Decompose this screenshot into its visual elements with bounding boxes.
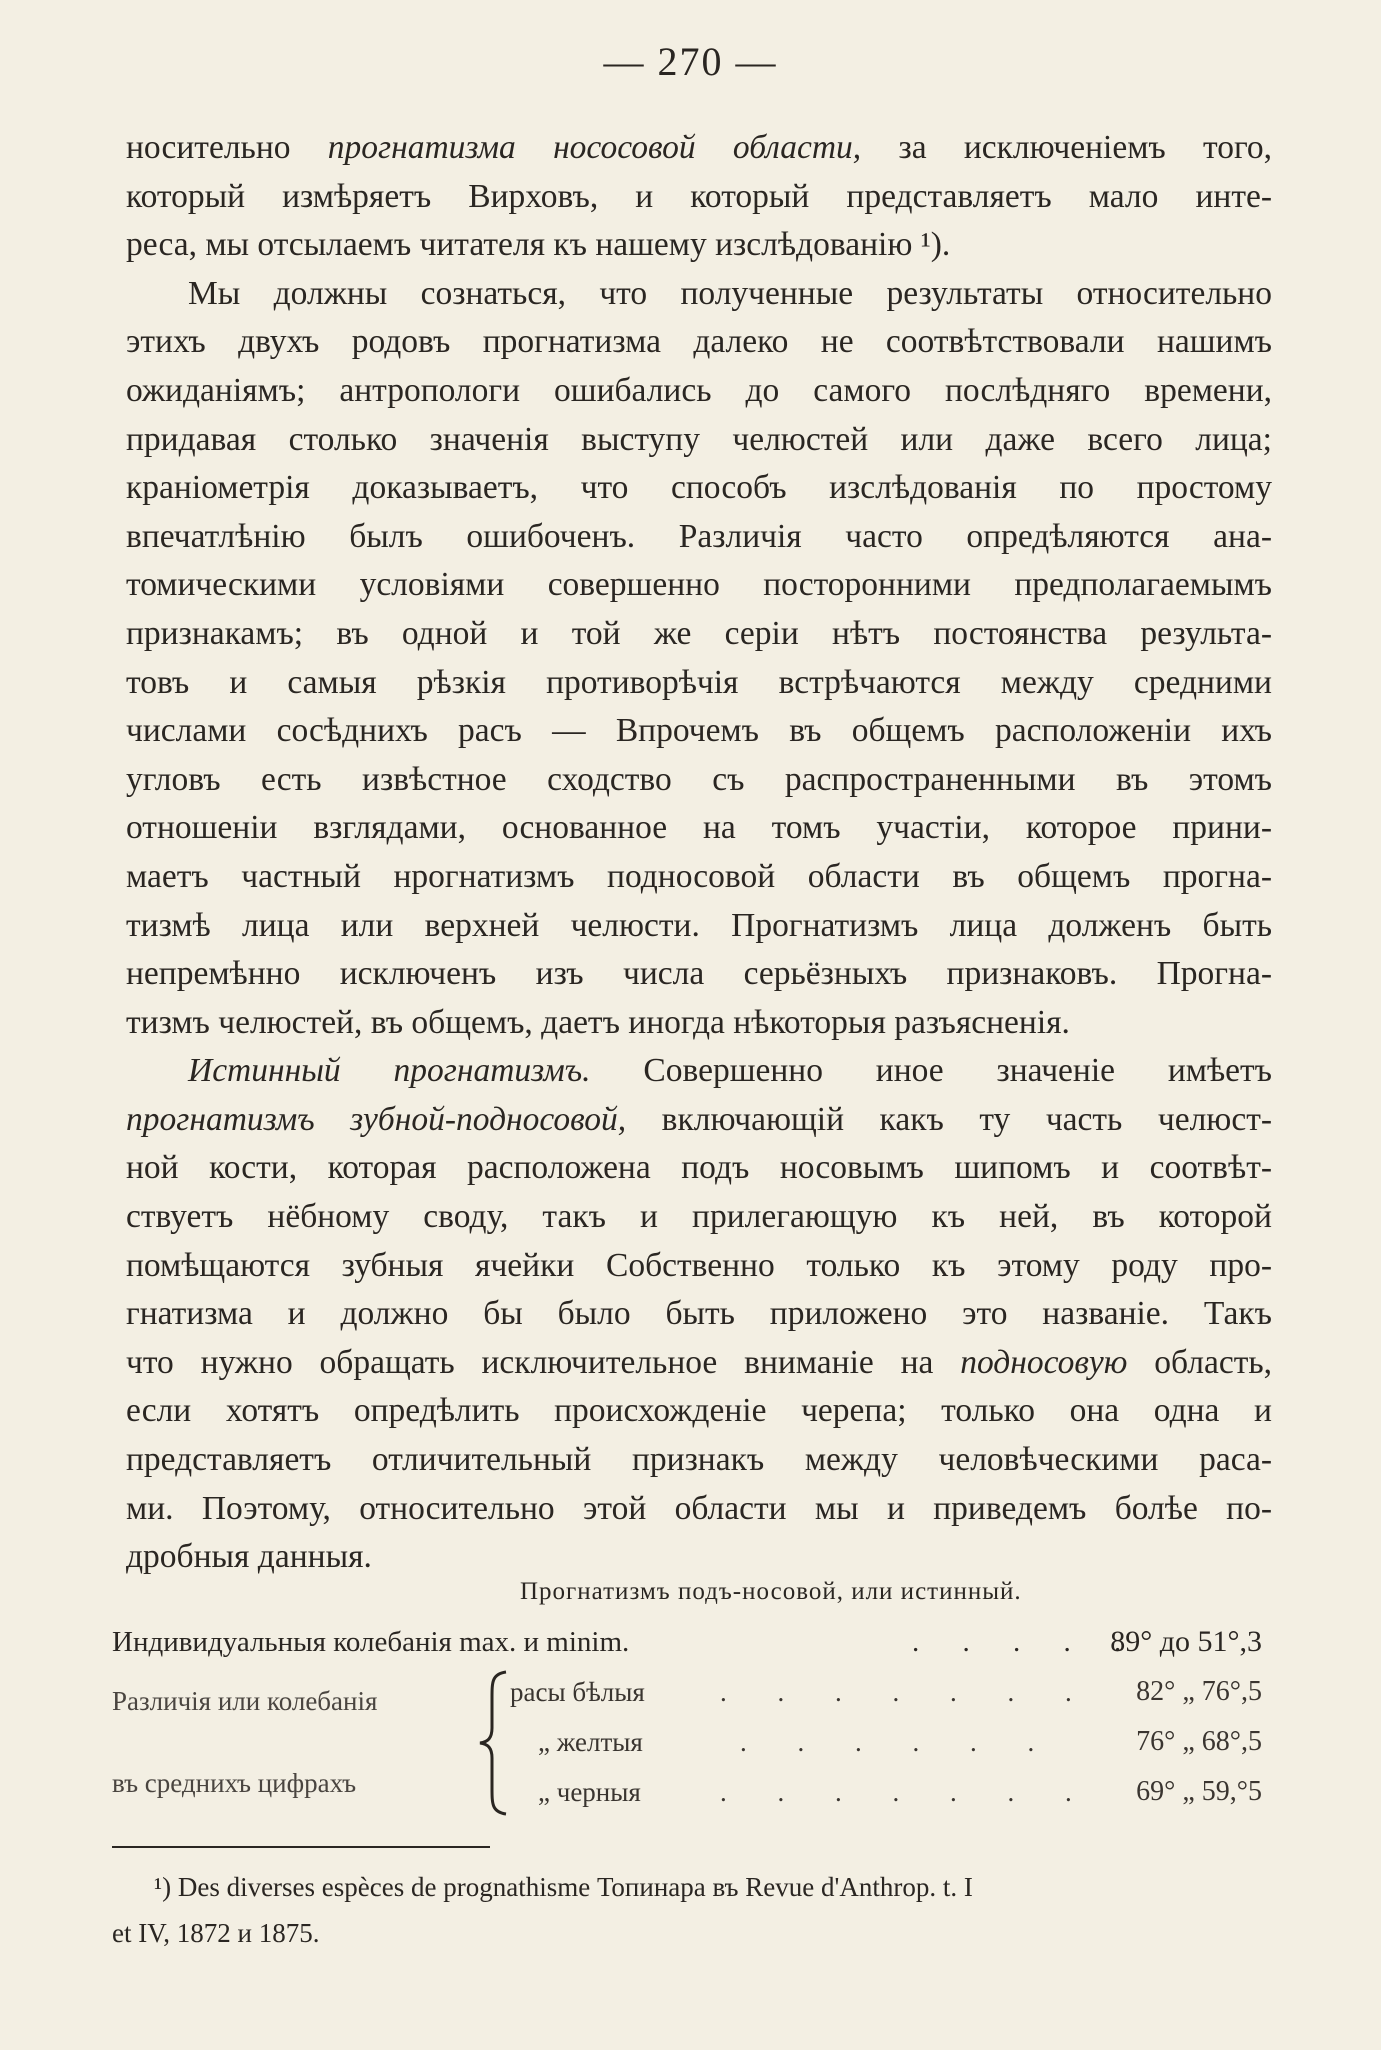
text-line: тизмъ челюстей, въ общемъ, даетъ иногда нѣкоторыя разъясненія.: [126, 1003, 1070, 1041]
table-caption: Прогнатизмъ подъ-носовой, или истинный.: [520, 1578, 1022, 1605]
page-number: — 270 —: [603, 39, 778, 84]
text-line: ожиданіямъ; антропологи ошибались до самого послѣдняго времени,: [126, 371, 1272, 409]
text-line: гнатизма и должно бы было быть приложено это названіе. Такъ: [126, 1295, 1272, 1333]
text-line: этихъ двухъ родовъ прогнатизма далеко не соотвѣтствовали нашимъ: [126, 323, 1272, 361]
text-line: непремѣнно исключенъ изъ числа серьёзныхъ признаковъ. Прогна-: [126, 955, 1272, 993]
text-line: носительно прогнатизма нососовой области, за исключеніемъ того,: [126, 129, 1272, 166]
table-row: „ желтыя . . . . . . 76° „ 68°,5: [538, 1726, 1262, 1757]
text-line: ствуетъ нёбному своду, такъ и прилегающую къ ней, въ которой: [126, 1198, 1272, 1236]
text-line: краніометрія доказываетъ, что способъ изслѣдованія по простому: [126, 469, 1272, 507]
row-label: Индивидуальныя колебанія max. и minim.: [112, 1626, 630, 1658]
group-label: Различія или колебанія: [112, 1686, 378, 1716]
table-row-individual: [112, 1620, 1262, 1664]
section-heading: Истинный прогнатизмъ.: [188, 1052, 591, 1090]
table-row: расы бѣлыя . . . . . . . 82° „ 76°,5: [510, 1676, 1262, 1707]
text-line: реса, мы отсылаемъ читателя къ нашему изслѣдованію ¹).: [126, 226, 951, 264]
text-line: тизмѣ лица или верхней челюсти. Прогнатизмъ лица долженъ быть: [126, 906, 1272, 944]
text-line: если хотятъ опредѣлить происхожденіе черепа; только она одна и: [126, 1392, 1272, 1430]
text-line: представляетъ отличительный признакъ между человѣческими раса-: [126, 1441, 1272, 1479]
text-line: помѣщаются зубныя ячейки Собственно только къ этому роду про-: [126, 1246, 1272, 1284]
curly-brace-icon: [476, 1668, 510, 1818]
text-line: признакамъ; въ одной и той же серіи нѣтъ постоянства результа-: [126, 614, 1272, 652]
text-line: который измѣряетъ Вирховъ, и который представляетъ мало инте-: [126, 177, 1272, 215]
text-line: прогнатизмъ зубной-подносовой, включающій какъ ту часть челюст-: [126, 1100, 1272, 1138]
text-line: Мы должны сознаться, что полученные результаты относительно: [188, 274, 1272, 312]
footnote-line: ¹) Des diverses espèces de prognathisme Топинара въ Revue d'Anthrop. t. I: [154, 1872, 973, 1902]
text-line: ми. Поэтому, относительно этой области мы и приведемъ болѣе по-: [126, 1489, 1272, 1527]
table-row: „ черныя . . . . . . . 69° „ 59,°5: [538, 1776, 1262, 1807]
footnote-line: et IV, 1872 и 1875.: [112, 1918, 320, 1948]
body-text: [126, 124, 1272, 1582]
text-line: что нужно обращать исключительное вниманіе на подносовую область,: [126, 1343, 1272, 1381]
text-line: дробныя данныя.: [126, 1538, 372, 1576]
text-line: ной кости, которая расположена подъ носовымъ шипомъ и соотвѣт-: [126, 1149, 1272, 1187]
text-line: впечатлѣнію былъ ошибоченъ. Различія часто опредѣляются ана-: [126, 517, 1272, 555]
leader-dots: . . . . .: [912, 1626, 1140, 1658]
group-label: въ среднихъ цифрахъ: [112, 1768, 357, 1798]
text-line: Истинный прогнатизмъ. Совершенно иное значеніе имѣетъ: [188, 1052, 1272, 1090]
text-line: придавая столько значенія выступу челюстей или даже всего лица;: [126, 420, 1272, 458]
text-line: маетъ частный нрогнатизмъ подносовой области въ общемъ прогна-: [126, 857, 1272, 895]
row-value: 89° до 51°,3: [1110, 1625, 1262, 1658]
footnote: [112, 1864, 1262, 1956]
footnote-divider: [112, 1846, 490, 1848]
text-line: товъ и самыя рѣзкія противорѣчія встрѣчаются между средними: [126, 663, 1272, 701]
text-line: числами сосѣднихъ расъ — Впрочемъ въ общемъ расположеніи ихъ: [126, 712, 1272, 750]
text-line: угловъ есть извѣстное сходство съ распространенными въ этомъ: [126, 760, 1272, 798]
text-line: отношеніи взглядами, основанное на томъ участіи, которое прини-: [126, 809, 1272, 847]
text-line: томическими условіями совершенно посторонними предполагаемымъ: [126, 566, 1272, 604]
